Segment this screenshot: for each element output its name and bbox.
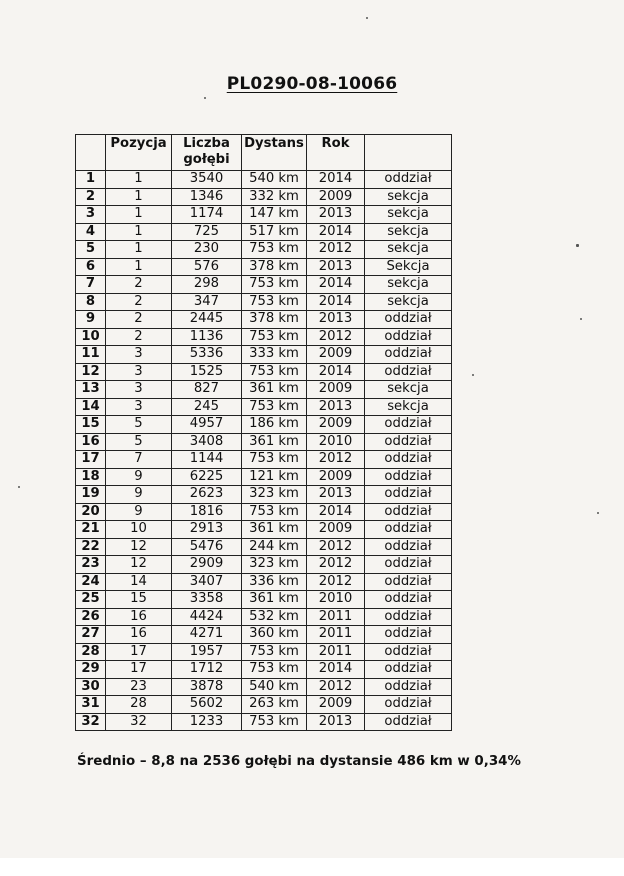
liczba-golebi-cell: 2623 (172, 486, 242, 504)
pozycja-cell: 3 (106, 398, 172, 416)
row-index: 14 (76, 398, 106, 416)
liczba-golebi-cell: 3407 (172, 573, 242, 591)
pozycja-cell: 10 (106, 521, 172, 539)
liczba-golebi-cell: 4424 (172, 608, 242, 626)
table-row (76, 416, 452, 434)
pozycja-cell: 3 (106, 346, 172, 364)
level-cell: oddział (365, 433, 452, 451)
row-index: 19 (76, 486, 106, 504)
rok-cell: 2012 (307, 573, 365, 591)
pozycja-cell: 1 (106, 171, 172, 189)
table-row (76, 206, 452, 224)
table-row (76, 591, 452, 609)
level-cell: oddział (365, 503, 452, 521)
dystans-cell: 753 km (242, 276, 307, 294)
level-cell: sekcja (365, 381, 452, 399)
dystans-cell: 244 km (242, 538, 307, 556)
table-row (76, 503, 452, 521)
table-row (76, 538, 452, 556)
scan-speck (472, 374, 474, 376)
level-cell: Sekcja (365, 258, 452, 276)
liczba-golebi-cell: 1957 (172, 643, 242, 661)
row-index: 16 (76, 433, 106, 451)
rok-cell: 2014 (307, 223, 365, 241)
dystans-cell: 753 km (242, 363, 307, 381)
dystans-cell: 753 km (242, 241, 307, 259)
dystans-cell: 361 km (242, 521, 307, 539)
table-row (76, 486, 452, 504)
liczba-golebi-cell: 3408 (172, 433, 242, 451)
table-row (76, 258, 452, 276)
rok-cell: 2013 (307, 311, 365, 329)
rok-cell: 2013 (307, 206, 365, 224)
rok-cell: 2012 (307, 538, 365, 556)
pozycja-cell: 12 (106, 538, 172, 556)
liczba-golebi-cell: 230 (172, 241, 242, 259)
pozycja-cell: 1 (106, 188, 172, 206)
rok-cell: 2012 (307, 241, 365, 259)
level-cell: oddział (365, 678, 452, 696)
header-pozycja: Pozycja (106, 135, 172, 171)
row-index: 4 (76, 223, 106, 241)
dystans-cell: 517 km (242, 223, 307, 241)
rok-cell: 2014 (307, 276, 365, 294)
dystans-cell: 360 km (242, 626, 307, 644)
row-index: 30 (76, 678, 106, 696)
liczba-golebi-cell: 6225 (172, 468, 242, 486)
table-row (76, 363, 452, 381)
document-title-text: PL0290-08-10066 (226, 74, 398, 94)
rok-cell: 2013 (307, 713, 365, 731)
rok-cell: 2012 (307, 678, 365, 696)
liczba-golebi-cell: 1144 (172, 451, 242, 469)
pozycja-cell: 12 (106, 556, 172, 574)
header-rok: Rok (307, 135, 365, 171)
rok-cell: 2009 (307, 346, 365, 364)
rok-cell: 2011 (307, 643, 365, 661)
pozycja-cell: 5 (106, 433, 172, 451)
level-cell: oddział (365, 713, 452, 731)
pozycja-cell: 3 (106, 381, 172, 399)
liczba-golebi-cell: 2445 (172, 311, 242, 329)
pozycja-cell: 9 (106, 486, 172, 504)
pozycja-cell: 9 (106, 503, 172, 521)
level-cell: oddział (365, 538, 452, 556)
liczba-golebi-cell: 1816 (172, 503, 242, 521)
liczba-golebi-cell: 4957 (172, 416, 242, 434)
dystans-cell: 753 km (242, 713, 307, 731)
dystans-cell: 753 km (242, 643, 307, 661)
rok-cell: 2013 (307, 486, 365, 504)
pozycja-cell: 3 (106, 363, 172, 381)
pozycja-cell: 7 (106, 451, 172, 469)
scan-speck (580, 318, 582, 320)
level-cell: oddział (365, 696, 452, 714)
liczba-golebi-cell: 298 (172, 276, 242, 294)
pozycja-cell: 28 (106, 696, 172, 714)
liczba-golebi-cell: 1233 (172, 713, 242, 731)
row-index: 1 (76, 171, 106, 189)
table-row (76, 521, 452, 539)
pozycja-cell: 2 (106, 293, 172, 311)
row-index: 6 (76, 258, 106, 276)
table-row (76, 608, 452, 626)
scan-speck (18, 486, 20, 488)
liczba-golebi-cell: 4271 (172, 626, 242, 644)
dystans-cell: 753 km (242, 661, 307, 679)
table-row (76, 398, 452, 416)
scan-bottom-margin (0, 858, 624, 876)
level-cell: oddział (365, 643, 452, 661)
results-table (75, 134, 452, 731)
row-index: 20 (76, 503, 106, 521)
row-index: 8 (76, 293, 106, 311)
row-index: 7 (76, 276, 106, 294)
table-row (76, 626, 452, 644)
row-index: 15 (76, 416, 106, 434)
rok-cell: 2009 (307, 416, 365, 434)
level-cell: sekcja (365, 241, 452, 259)
row-index: 17 (76, 451, 106, 469)
rok-cell: 2014 (307, 661, 365, 679)
liczba-golebi-cell: 1174 (172, 206, 242, 224)
level-cell: oddział (365, 311, 452, 329)
liczba-golebi-cell: 3540 (172, 171, 242, 189)
liczba-golebi-cell: 245 (172, 398, 242, 416)
table-row (76, 643, 452, 661)
row-index: 9 (76, 311, 106, 329)
pozycja-cell: 2 (106, 276, 172, 294)
liczba-golebi-cell: 347 (172, 293, 242, 311)
level-cell: sekcja (365, 188, 452, 206)
pozycja-cell: 15 (106, 591, 172, 609)
rok-cell: 2013 (307, 398, 365, 416)
summary-line: Średnio – 8,8 na 2536 gołębi na dystansie 486 km w 0,34% (77, 754, 521, 769)
liczba-golebi-cell: 725 (172, 223, 242, 241)
dystans-cell: 753 km (242, 451, 307, 469)
table-row (76, 661, 452, 679)
level-cell: oddział (365, 608, 452, 626)
rok-cell: 2011 (307, 608, 365, 626)
level-cell: oddział (365, 416, 452, 434)
dystans-cell: 378 km (242, 311, 307, 329)
rok-cell: 2014 (307, 503, 365, 521)
dystans-cell: 378 km (242, 258, 307, 276)
liczba-golebi-cell: 5602 (172, 696, 242, 714)
dystans-cell: 753 km (242, 503, 307, 521)
scan-speck (204, 97, 206, 99)
dystans-cell: 753 km (242, 328, 307, 346)
row-index: 23 (76, 556, 106, 574)
table-row (76, 713, 452, 731)
header-liczba-golebi (172, 135, 242, 171)
liczba-golebi-cell: 1136 (172, 328, 242, 346)
liczba-golebi-cell: 1712 (172, 661, 242, 679)
level-cell: oddział (365, 591, 452, 609)
liczba-golebi-cell: 3358 (172, 591, 242, 609)
rok-cell: 2012 (307, 451, 365, 469)
document-title (0, 74, 624, 94)
table-row (76, 328, 452, 346)
table-header-row (76, 135, 452, 171)
level-cell: sekcja (365, 223, 452, 241)
row-index: 10 (76, 328, 106, 346)
dystans-cell: 361 km (242, 381, 307, 399)
liczba-golebi-cell: 827 (172, 381, 242, 399)
pozycja-cell: 23 (106, 678, 172, 696)
level-cell: oddział (365, 328, 452, 346)
level-cell: oddział (365, 346, 452, 364)
row-index: 13 (76, 381, 106, 399)
dystans-cell: 147 km (242, 206, 307, 224)
liczba-golebi-cell: 2909 (172, 556, 242, 574)
row-index: 2 (76, 188, 106, 206)
liczba-golebi-cell: 5476 (172, 538, 242, 556)
table-row (76, 468, 452, 486)
dystans-cell: 121 km (242, 468, 307, 486)
header-index (76, 135, 106, 171)
row-index: 27 (76, 626, 106, 644)
row-index: 3 (76, 206, 106, 224)
table-row (76, 573, 452, 591)
scan-speck (597, 512, 599, 514)
pozycja-cell: 1 (106, 241, 172, 259)
dystans-cell: 332 km (242, 188, 307, 206)
table-row (76, 678, 452, 696)
level-cell: oddział (365, 451, 452, 469)
liczba-golebi-cell: 1346 (172, 188, 242, 206)
liczba-golebi-cell: 3878 (172, 678, 242, 696)
dystans-cell: 323 km (242, 556, 307, 574)
rok-cell: 2012 (307, 556, 365, 574)
liczba-golebi-cell: 1525 (172, 363, 242, 381)
level-cell: oddział (365, 521, 452, 539)
liczba-golebi-cell: 5336 (172, 346, 242, 364)
scan-speck (576, 244, 579, 247)
rok-cell: 2014 (307, 293, 365, 311)
dystans-cell: 263 km (242, 696, 307, 714)
rok-cell: 2014 (307, 171, 365, 189)
row-index: 21 (76, 521, 106, 539)
pozycja-cell: 1 (106, 223, 172, 241)
pozycja-cell: 2 (106, 311, 172, 329)
row-index: 5 (76, 241, 106, 259)
dystans-cell: 336 km (242, 573, 307, 591)
row-index: 28 (76, 643, 106, 661)
table-row (76, 241, 452, 259)
pozycja-cell: 9 (106, 468, 172, 486)
table-body (76, 171, 452, 731)
dystans-cell: 323 km (242, 486, 307, 504)
pozycja-cell: 16 (106, 608, 172, 626)
rok-cell: 2014 (307, 363, 365, 381)
level-cell: oddział (365, 486, 452, 504)
rok-cell: 2012 (307, 328, 365, 346)
rok-cell: 2010 (307, 591, 365, 609)
dystans-cell: 361 km (242, 591, 307, 609)
row-index: 32 (76, 713, 106, 731)
rok-cell: 2013 (307, 258, 365, 276)
rok-cell: 2009 (307, 188, 365, 206)
level-cell: sekcja (365, 276, 452, 294)
table-row (76, 433, 452, 451)
rok-cell: 2009 (307, 468, 365, 486)
table-row (76, 696, 452, 714)
rok-cell: 2009 (307, 696, 365, 714)
level-cell: sekcja (365, 206, 452, 224)
row-index: 26 (76, 608, 106, 626)
pozycja-cell: 2 (106, 328, 172, 346)
row-index: 18 (76, 468, 106, 486)
level-cell: oddział (365, 556, 452, 574)
dystans-cell: 540 km (242, 678, 307, 696)
table-row (76, 381, 452, 399)
rok-cell: 2010 (307, 433, 365, 451)
pozycja-cell: 14 (106, 573, 172, 591)
row-index: 12 (76, 363, 106, 381)
row-index: 29 (76, 661, 106, 679)
dystans-cell: 532 km (242, 608, 307, 626)
header-level (365, 135, 452, 171)
dystans-cell: 333 km (242, 346, 307, 364)
dystans-cell: 753 km (242, 398, 307, 416)
pozycja-cell: 17 (106, 643, 172, 661)
header-dystans: Dystans (242, 135, 307, 171)
dystans-cell: 753 km (242, 293, 307, 311)
table-row (76, 188, 452, 206)
dystans-cell: 540 km (242, 171, 307, 189)
level-cell: oddział (365, 468, 452, 486)
level-cell: sekcja (365, 398, 452, 416)
row-index: 22 (76, 538, 106, 556)
table-row (76, 556, 452, 574)
liczba-golebi-cell: 576 (172, 258, 242, 276)
pozycja-cell: 17 (106, 661, 172, 679)
dystans-cell: 361 km (242, 433, 307, 451)
pozycja-cell: 32 (106, 713, 172, 731)
level-cell: oddział (365, 626, 452, 644)
row-index: 11 (76, 346, 106, 364)
rok-cell: 2011 (307, 626, 365, 644)
header-liczba-golebi-text: Liczba gołębi (183, 136, 230, 167)
table-row (76, 311, 452, 329)
level-cell: oddział (365, 573, 452, 591)
pozycja-cell: 16 (106, 626, 172, 644)
level-cell: oddział (365, 661, 452, 679)
table-row (76, 171, 452, 189)
scan-speck (366, 17, 368, 19)
table-row (76, 276, 452, 294)
level-cell: sekcja (365, 293, 452, 311)
level-cell: oddział (365, 363, 452, 381)
level-cell: oddział (365, 171, 452, 189)
rok-cell: 2009 (307, 381, 365, 399)
row-index: 24 (76, 573, 106, 591)
dystans-cell: 186 km (242, 416, 307, 434)
pozycja-cell: 5 (106, 416, 172, 434)
row-index: 31 (76, 696, 106, 714)
table-row (76, 451, 452, 469)
row-index: 25 (76, 591, 106, 609)
rok-cell: 2009 (307, 521, 365, 539)
pozycja-cell: 1 (106, 206, 172, 224)
liczba-golebi-cell: 2913 (172, 521, 242, 539)
pozycja-cell: 1 (106, 258, 172, 276)
table-row (76, 223, 452, 241)
table-row (76, 346, 452, 364)
table-row (76, 293, 452, 311)
